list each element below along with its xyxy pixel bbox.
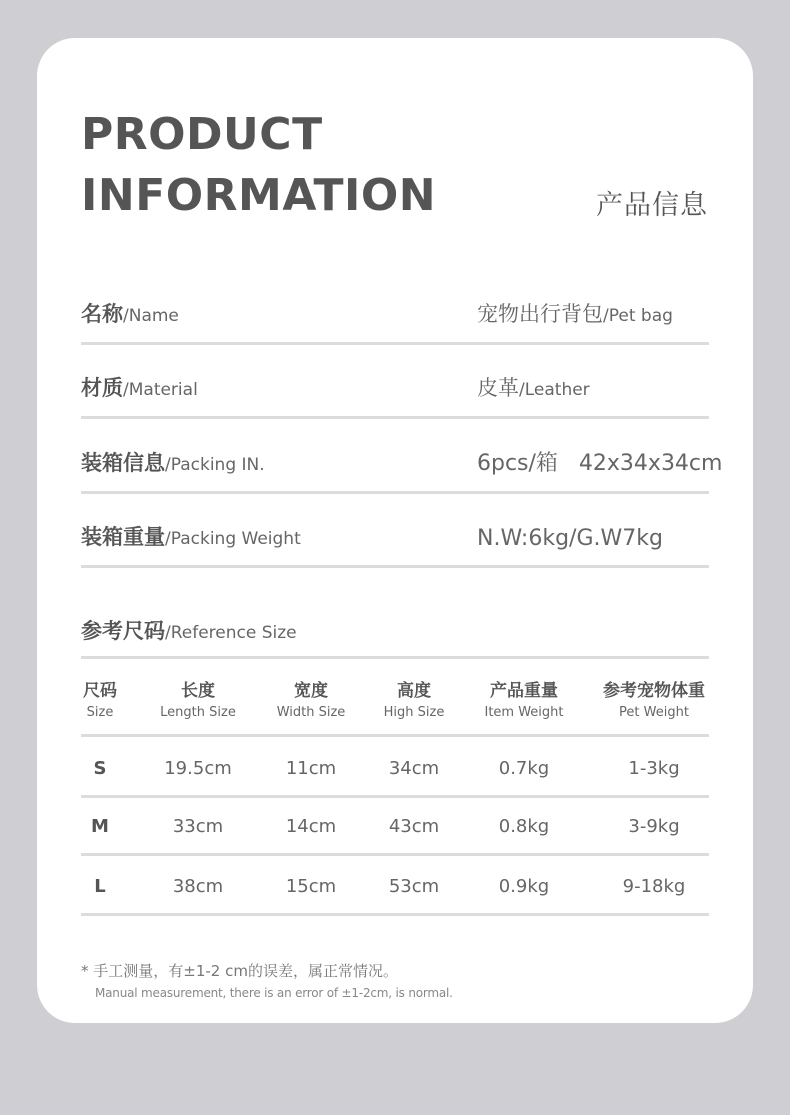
info-value — [477, 526, 663, 551]
table-divider — [81, 853, 709, 856]
header-cn: 高度 — [397, 681, 431, 701]
info-row-packing — [81, 417, 723, 494]
info-value — [477, 372, 590, 402]
table-cell-width: 11cm — [285, 758, 337, 779]
reference-title-en: /Reference Size — [165, 623, 297, 643]
header-cn: 产品重量 — [490, 681, 558, 701]
header-height — [364, 676, 464, 720]
header-size — [70, 676, 130, 720]
info-label — [81, 298, 179, 328]
label-cn: 材质 — [81, 376, 123, 400]
table-top-divider — [81, 656, 709, 659]
page-title-line2: INFORMATION — [81, 170, 437, 221]
table-cell-pet-weight: 1-3kg — [628, 758, 680, 779]
label-en: /Name — [123, 306, 179, 326]
table-cell-pet-weight: 9-18kg — [622, 876, 686, 897]
table-cell-size: L — [94, 876, 106, 897]
header-cn: 宽度 — [294, 681, 328, 701]
page-title-cn: 产品信息 — [596, 190, 708, 221]
info-label — [81, 447, 265, 477]
info-row-material — [81, 342, 709, 419]
table-cell-length: 33cm — [172, 816, 224, 837]
table-cell-width: 14cm — [285, 816, 337, 837]
table-cell-length: 38cm — [172, 876, 224, 897]
value-en: /Pet bag — [603, 306, 673, 326]
header-en: Width Size — [276, 705, 346, 720]
header-en: High Size — [383, 705, 445, 720]
table-bottom-divider — [81, 913, 709, 916]
value-en: 6pcs/箱 42x34x34cm — [477, 451, 723, 476]
label-en: /Material — [123, 380, 198, 400]
value-en: N.W:6kg/G.W7kg — [477, 526, 663, 551]
info-row-name — [81, 268, 709, 345]
header-en: Length Size — [160, 705, 236, 720]
header-cn: 参考宠物体重 — [603, 681, 705, 701]
header-cn: 长度 — [181, 681, 215, 701]
value-cn: 皮革 — [477, 376, 519, 400]
table-cell-item-weight: 0.8kg — [498, 816, 550, 837]
header-pet-weight — [594, 676, 714, 720]
footnote-cn: * 手工测量，有±1-2 cm的误差，属正常情况。 — [81, 962, 398, 980]
label-cn: 名称 — [81, 302, 123, 326]
table-divider — [81, 734, 709, 737]
table-cell-height: 53cm — [388, 876, 440, 897]
value-cn: 宠物出行背包 — [477, 302, 603, 326]
table-cell-size: S — [93, 758, 107, 779]
value-en: /Leather — [519, 380, 590, 400]
table-cell-size: M — [91, 816, 109, 837]
label-cn: 装箱信息 — [81, 451, 165, 475]
table-cell-length: 19.5cm — [164, 758, 232, 779]
page-title-line1: PRODUCT — [81, 109, 323, 160]
info-value — [477, 298, 673, 328]
table-cell-height: 34cm — [388, 758, 440, 779]
table-cell-height: 43cm — [388, 816, 440, 837]
info-label — [81, 521, 301, 551]
table-cell-width: 15cm — [285, 876, 337, 897]
header-length — [148, 676, 248, 720]
header-width — [261, 676, 361, 720]
header-item-weight — [469, 676, 579, 720]
header-en: Size — [86, 705, 114, 720]
header-cn: 尺码 — [83, 681, 117, 701]
label-en: /Packing Weight — [165, 529, 301, 549]
label-en: /Packing IN. — [165, 455, 265, 475]
header-en: Item Weight — [484, 705, 564, 720]
table-cell-pet-weight: 3-9kg — [628, 816, 680, 837]
label-cn: 装箱重量 — [81, 525, 165, 549]
info-row-weight — [81, 491, 709, 568]
info-value — [477, 446, 722, 477]
reference-title-cn: 参考尺码 — [81, 619, 165, 643]
table-cell-item-weight: 0.7kg — [498, 758, 550, 779]
info-label — [81, 372, 198, 402]
header-en: Pet Weight — [619, 705, 689, 720]
table-cell-item-weight: 0.9kg — [498, 876, 550, 897]
footnote-en: Manual measurement, there is an error of ±1-2cm, is normal. — [95, 986, 453, 1000]
table-divider — [81, 795, 709, 798]
reference-title — [81, 615, 297, 645]
